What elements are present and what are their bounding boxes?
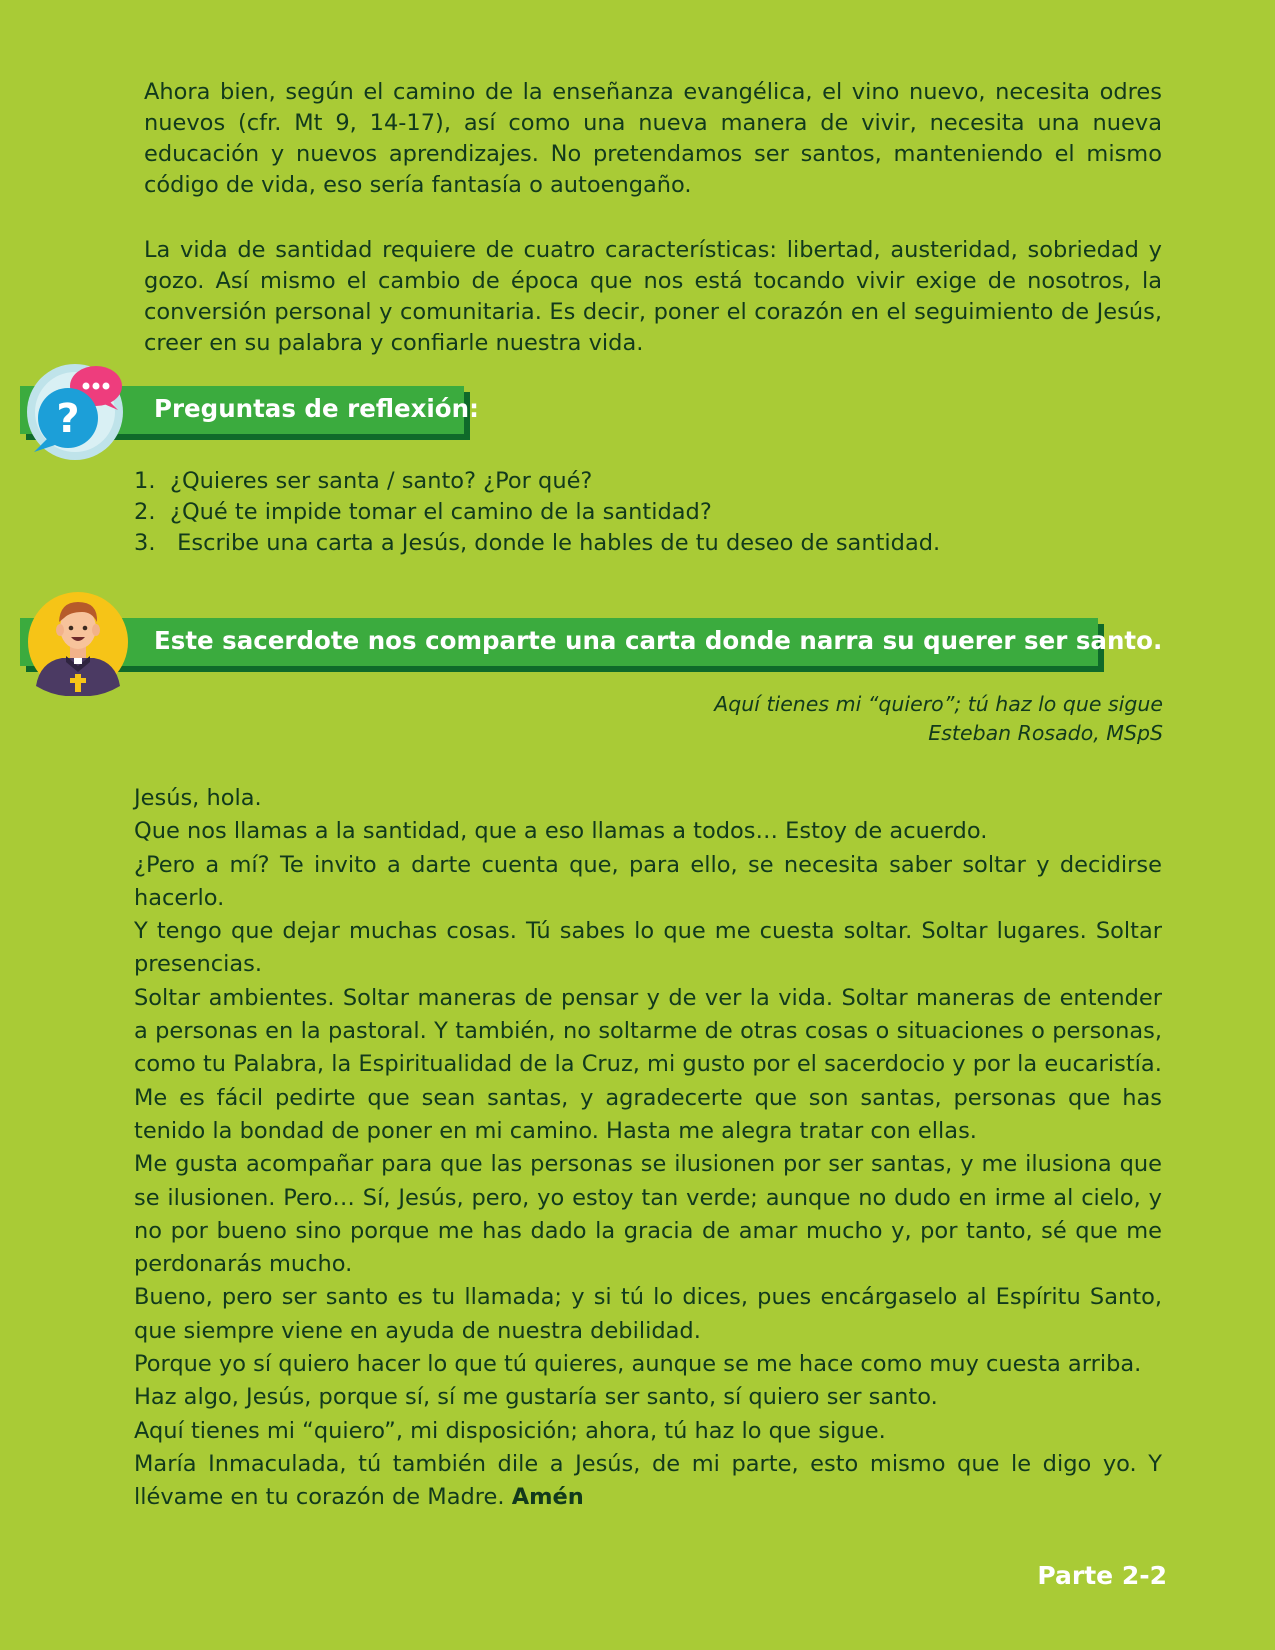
- intro-paragraph-2: La vida de santidad requiere de cuatro características: libertad, austeridad, sobriedad y gozo. Así mismo el cambio de época que nos está tocando vivir exige de nosotros, la conversión personal y comunitaria. Es decir, poner el corazón en el seguimiento de Jesús, creer en su palabra y confiarle nuestra vida.: [144, 237, 1162, 356]
- letter-paragraph-last: [134, 1448, 1162, 1515]
- letter-paragraph: Y tengo que dejar muchas cosas. Tú sabes lo que me cuesta soltar. Soltar lugares. Soltar presencias.: [134, 918, 1162, 978]
- letter-paragraph: Porque yo sí quiero hacer lo que tú quieres, aunque se me hace como muy cuesta arriba.: [134, 1351, 1142, 1378]
- letter-last-text: María Inmaculada, tú también dile a Jesús, de mi parte, esto mismo que le digo yo. Y llévame en tu corazón de Madre.: [134, 1450, 1162, 1511]
- letter-heading: Este sacerdote nos comparte una carta donde narra su querer ser santo.: [20, 618, 1098, 666]
- page-part-label: Parte 2-2: [1037, 1561, 1167, 1590]
- letter-paragraph: Bueno, pero ser santo es tu llamada; y si tú lo dices, pues encárgaselo al Espíritu Santo, que siempre viene en ayuda de nuestra debilidad.: [134, 1284, 1162, 1344]
- question-number: 2.: [134, 499, 156, 525]
- letter-paragraph: Me es fácil pedirte que sean santas, y agradecerte que son santas, personas que has tenido la bondad de poner en mi camino. Hasta me alegra tratar con ellas.: [134, 1084, 1162, 1144]
- letter-paragraph: Soltar ambientes. Soltar maneras de pensar y de ver la vida. Soltar maneras de entender a personas en la pastoral. Y también, no soltarme de otras cosas o situaciones o personas, como tu Palabra, la Espiritualidad de la Cruz, mi gusto por el sacerdocio y por la eucaristía.: [134, 984, 1162, 1078]
- reflection-heading: Preguntas de reflexión:: [20, 386, 464, 434]
- question-number: 1.: [134, 468, 156, 494]
- letter-body: [134, 782, 1162, 1515]
- svg-text:?: ?: [56, 396, 80, 442]
- letter-paragraph: Haz algo, Jesús, porque sí, sí me gustaría ser santo, sí quiero ser santo.: [134, 1384, 938, 1411]
- question-chat-icon: [20, 356, 132, 466]
- list-item: [134, 466, 940, 497]
- list-item: [134, 528, 940, 559]
- letter-paragraph: Me gusta acompañar para que las personas se ilusionen por ser santas, y me ilusiona que se ilusionen. Pero… Sí, Jesús, pero, yo estoy tan verde; aunque no dudo en irme al cielo, y no por bueno sino porque me has dado la gracia de amar mucho y, por tanto, sé que me perdonarás mucho.: [134, 1151, 1162, 1278]
- list-item: [134, 497, 940, 528]
- closing-amen: Amén: [511, 1484, 584, 1511]
- letter-paragraph: ¿Pero a mí? Te invito a darte cuenta que, para ello, se necesita saber soltar y decidirse hacerlo.: [134, 851, 1162, 911]
- question-text: ¿Quieres ser santa / santo? ¿Por qué?: [170, 468, 593, 494]
- letter-paragraph: Que nos llamas a la santidad, que a eso llamas a todos… Estoy de acuerdo.: [134, 818, 988, 845]
- signature-title: Aquí tienes mi “quiero”; tú haz lo que sigue: [714, 692, 1163, 716]
- question-number: 3.: [134, 530, 156, 556]
- priest-icon: [26, 590, 130, 696]
- question-text: ¿Qué te impide tomar el camino de la santidad?: [170, 499, 712, 525]
- letter-paragraph: Jesús, hola.: [134, 785, 262, 811]
- letter-paragraph: Aquí tienes mi “quiero”, mi disposición; ahora, tú haz lo que sigue.: [134, 1417, 886, 1444]
- intro-paragraph-1: Ahora bien, según el camino de la enseñanza evangélica, el vino nuevo, necesita odres nuevos (cfr. Mt 9, 14-17), así como una nueva manera de vivir, necesita una nueva educación y nuevos aprendizajes. No pretendamos ser santos, manteniendo el mismo código de vida, eso sería fantasía o autoengaño.: [144, 79, 1162, 198]
- signature-author: Esteban Rosado, MSpS: [928, 721, 1163, 745]
- reflection-questions: [134, 466, 940, 559]
- question-text: Escribe una carta a Jesús, donde le hables de tu deseo de santidad.: [170, 530, 941, 556]
